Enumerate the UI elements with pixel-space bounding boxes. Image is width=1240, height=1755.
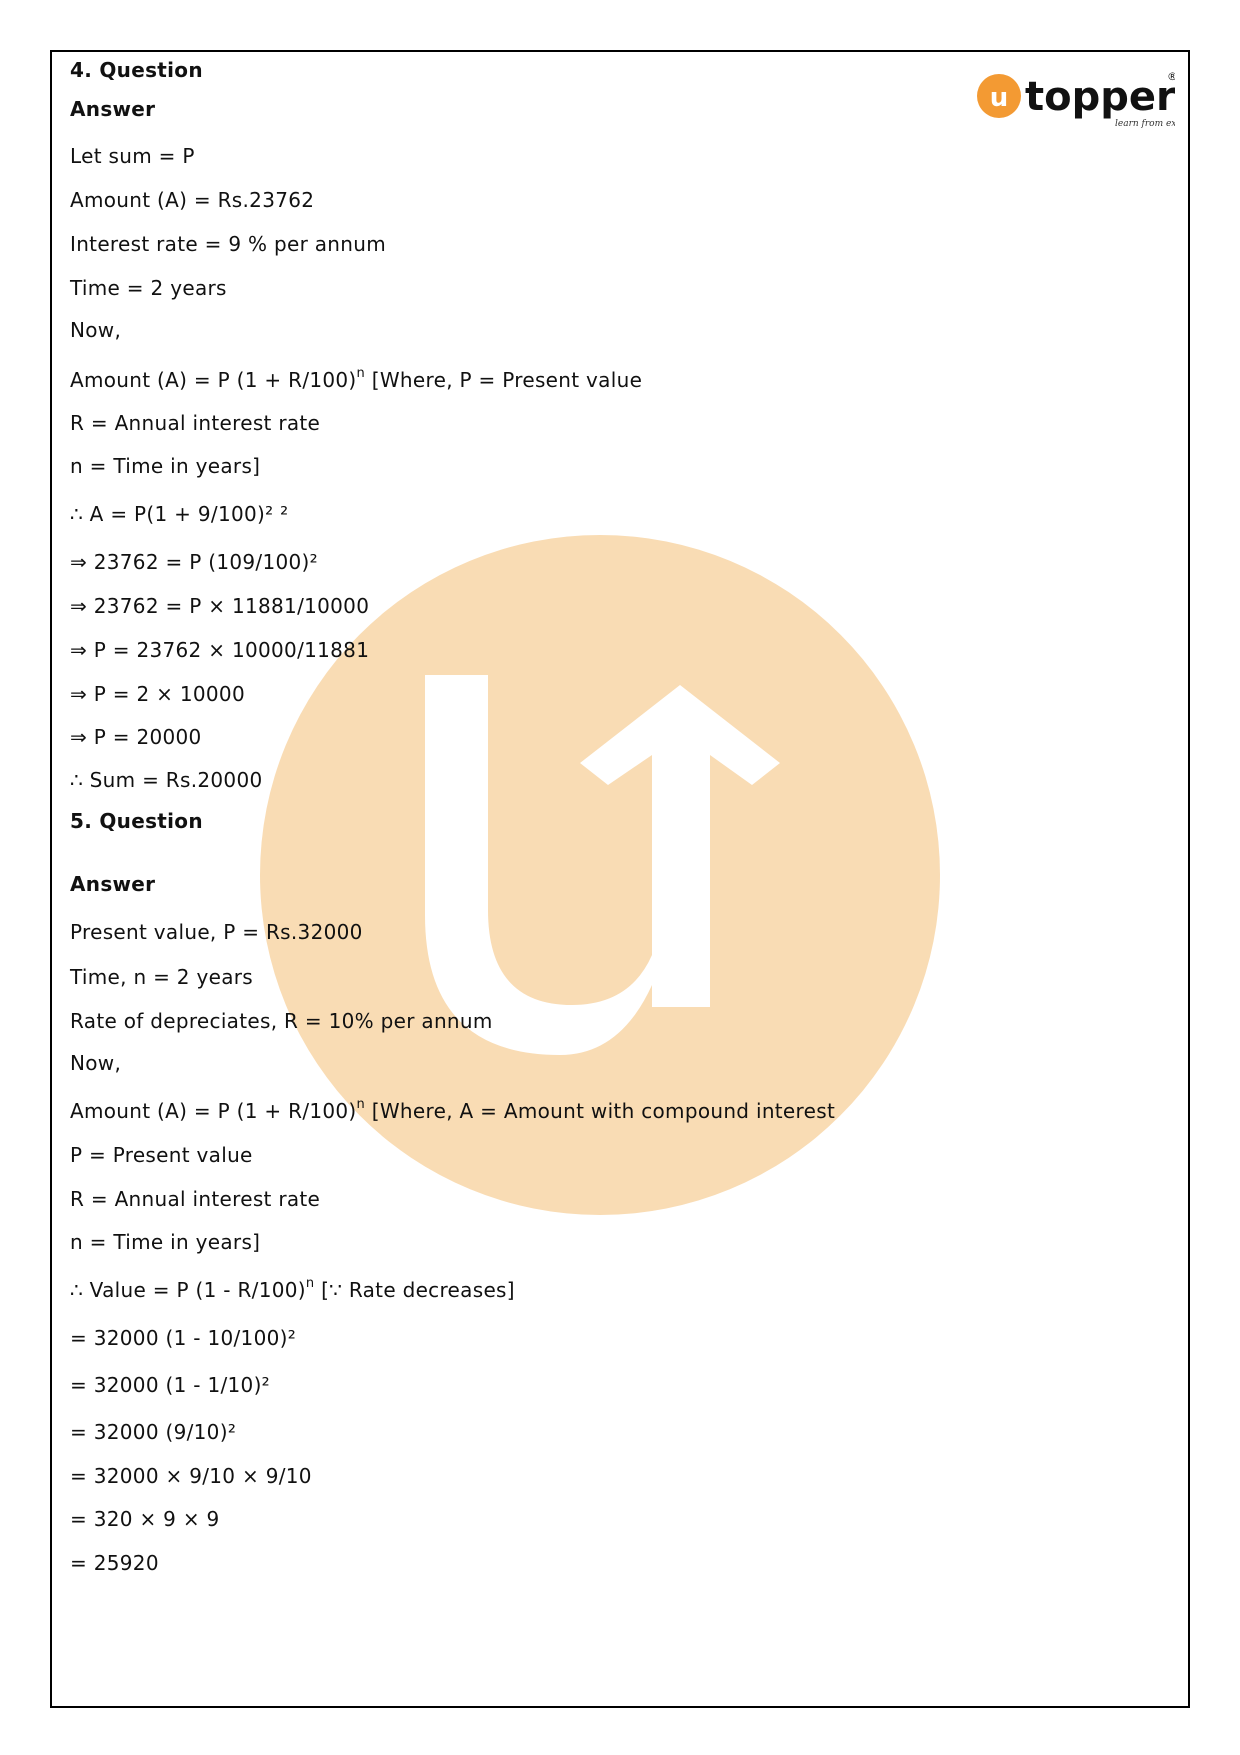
answer-5-heading: Answer xyxy=(70,872,156,896)
q5-line: Rate of depreciates, R = 10% per annum xyxy=(70,1009,493,1033)
question-5-heading: 5. Question xyxy=(70,809,203,833)
q4-formula: Amount (A) = P $(1 + R/100)^n$ [Where, P = Present value xyxy=(70,366,643,392)
q4-line: R = Annual interest rate xyxy=(70,411,321,435)
q4-line: Amount (A) = Rs.23762 xyxy=(70,188,315,212)
q4-line: ⇒ P = 20000 xyxy=(70,725,202,749)
q5-line: = 25920 xyxy=(70,1551,159,1575)
q5-line: = 32000 (1 - 1/10)² xyxy=(70,1373,270,1397)
q4-line: Let sum = P xyxy=(70,144,195,168)
q4-line: Interest rate = 9 % per annum xyxy=(70,232,387,256)
q5-formula: Amount (A) = P $(1 + R/100)^n$ [Where, A = Amount with compound interest xyxy=(70,1097,836,1123)
q4-line: ∴ A = P(1 + 9/100)² ² xyxy=(70,502,289,526)
q4-line: ⇒ 23762 = P × 11881/10000 xyxy=(70,594,370,618)
q5-line: Present value, P = Rs.32000 xyxy=(70,920,363,944)
svg-text:®: ® xyxy=(1167,70,1175,83)
topper-logo xyxy=(975,68,1175,132)
q4-line: Now, xyxy=(70,318,122,342)
q5-value-formula: ∴ Value = P (1 - R/100)$^n$ [∵ Rate decreases] xyxy=(70,1276,515,1302)
q4-line: ∴ Sum = Rs.20000 xyxy=(70,768,263,792)
svg-text:topper: topper xyxy=(1025,74,1175,120)
q5-line: Now, xyxy=(70,1051,122,1075)
q5-line: P = Present value xyxy=(70,1143,253,1167)
q4-line: ⇒ P = 2 × 10000 xyxy=(70,682,245,706)
q5-line: = 32000 (1 - 10/100)² xyxy=(70,1326,297,1350)
q5-line: = 32000 × 9/10 × 9/10 xyxy=(70,1464,312,1488)
q4-line: ⇒ 23762 = P (109/100)² xyxy=(70,550,318,574)
answer-4-heading: Answer xyxy=(70,97,156,121)
q4-line: ⇒ P = 23762 × 10000/11881 xyxy=(70,638,370,662)
svg-text:u: u xyxy=(989,83,1009,113)
q5-line: n = Time in years] xyxy=(70,1230,261,1254)
q5-line: Time, n = 2 years xyxy=(70,965,254,989)
question-4-heading: 4. Question xyxy=(70,58,203,82)
q4-line: n = Time in years] xyxy=(70,454,261,478)
q5-line: = 320 × 9 × 9 xyxy=(70,1507,220,1531)
q5-line: R = Annual interest rate xyxy=(70,1187,321,1211)
svg-text:learn from experts: learn from e xyxy=(1115,119,1172,129)
q5-line: = 32000 (9/10)² xyxy=(70,1420,237,1444)
q4-line: Time = 2 years xyxy=(70,276,227,300)
